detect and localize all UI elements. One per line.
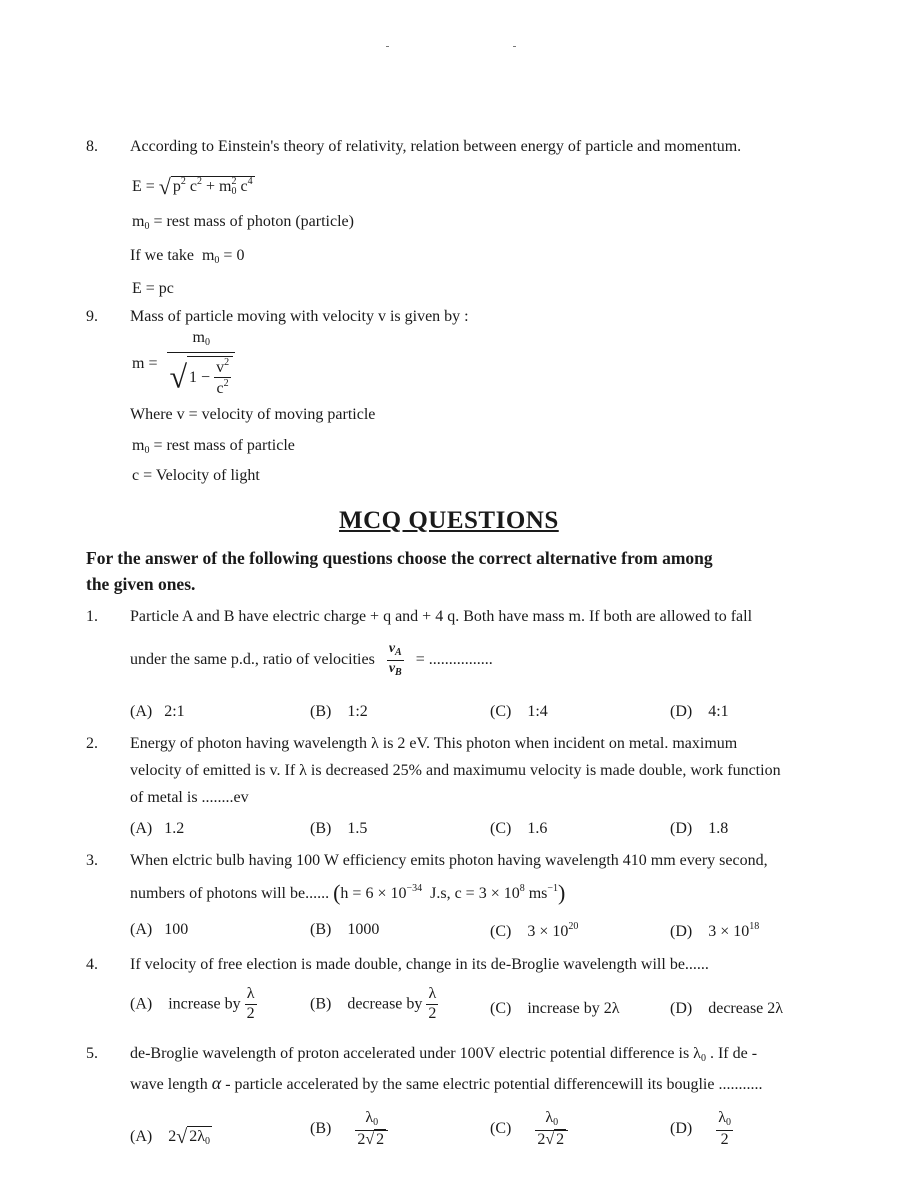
question-2-option-b[interactable]: (B) 1.5 [310,820,368,837]
question-3-line-2: numbers of photons will be...... ($h = 6 \times 10^{-34}$ J.s, $c = 3 \times 10^8$ $ms^{-1}$) [130,880,566,905]
question-1-number: 1. [86,608,98,625]
note-8-text: According to Einstein's theory of relativity, relation between energy of particle and momentum. [130,138,742,155]
question-5-line-2: wave length α - particle accelerated by the same electric potential differencewill its bouglie ........... [130,1073,763,1093]
question-5-option-d[interactable]: (D) $\frac{\lambda_0}{2}$ [670,1109,731,1148]
rest-mass-photon-line: $m_0$ = rest mass of photon (particle) [132,213,354,232]
section-title: MCQ QUESTIONS [339,507,559,534]
question-2-option-d[interactable]: (D) 1.8 [670,820,729,837]
question-4-option-d[interactable]: (D) decrease 2λ [670,1000,784,1017]
where-v-line: Where v = velocity of moving particle [130,406,376,423]
energy-momentum-equation: E = √ $p^2$ $c^2 + m_0^2$ $c^4$ [132,174,253,199]
question-2-line-1: Energy of photon having wavelength λ is 2 eV. This photon when incident on metal. maximum [130,735,738,752]
question-4-option-a[interactable]: (A) increase by $\frac{\lambda}{2}$ [130,985,255,1022]
question-3-option-b[interactable]: (B) 1000 [310,921,380,938]
question-1-option-a[interactable]: (A) 2:1 [130,703,185,720]
question-5-line-1: de-Broglie wavelength of proton accelerated under 100V electric potential difference is $\lambda_0$ . If de - [130,1045,758,1064]
lambda-symbol: λ [370,735,379,752]
instruction-line-1: For the answer of the following questions choose the correct alternative from among [86,548,713,568]
rest-mass-particle-line: $m_0$ = rest mass of particle [132,437,295,456]
question-1-option-c[interactable]: (C) 1:4 [490,703,548,720]
note-9-text: Mass of particle moving with velocity v is given by : [130,308,469,325]
relativistic-mass-equation: m = $m_0$ √ 1 − $\frac{v^2}{c^2}$ [132,330,235,398]
question-1-line-2: under the same p.d., ratio of velocities $\frac{v_A}{v_B}$ = ................ [130,641,493,678]
question-2-line-3: of metal is ........ev [130,789,249,806]
e-equals-pc: E = pc [132,280,174,297]
instruction-line-2: the given ones. [86,574,196,594]
question-2-option-c[interactable]: (C) 1.6 [490,820,548,837]
question-3-option-c[interactable]: (C) $3 \times 10^{20}$ [490,921,579,940]
scan-speck [386,46,389,47]
question-3-option-d[interactable]: (D) $3 \times 10^{18}$ [670,921,760,940]
note-9-number: 9. [86,308,98,325]
lambda-symbol: λ [299,762,307,779]
question-5-option-a[interactable]: (A) 2√ $2\lambda_0$ [130,1126,210,1148]
note-8-number: 8. [86,138,98,155]
question-2-option-a[interactable]: (A) 1.2 [130,820,185,837]
question-3-option-a[interactable]: (A) 100 [130,921,189,938]
question-1-option-b[interactable]: (B) 1:2 [310,703,368,720]
question-2-number: 2. [86,735,98,752]
question-3-number: 3. [86,852,98,869]
question-5-option-b[interactable]: (B) $\frac{\lambda_0}{2√ 2}$ [310,1110,388,1148]
question-1-option-d[interactable]: (D) 4:1 [670,703,729,720]
question-4-number: 4. [86,956,98,973]
if-take-line: If we take $m_0 = 0$ [130,247,245,266]
scan-speck [513,46,516,47]
question-2-line-2: velocity of emitted is v. If λ is decreased 25% and maximumu velocity is made double, work function [130,762,781,779]
question-4-line-1: If velocity of free election is made double, change in its de-Broglie wavelength will be...... [130,956,709,973]
question-3-line-1: When elctric bulb having 100 W efficiency emits photon having wavelength 410 mm every second, [130,852,768,869]
question-5-number: 5. [86,1045,98,1062]
c-velocity-line: c = Velocity of light [132,467,260,484]
question-5-option-c[interactable]: (C) $\frac{\lambda_0}{2√ 2}$ [490,1110,568,1148]
question-4-option-c[interactable]: (C) increase by 2λ [490,1000,620,1017]
question-1-line-1: Particle A and B have electric charge + q and + 4 q. Both have mass m. If both are allowed to fall [130,608,753,625]
question-4-option-b[interactable]: (B) decrease by $\frac{\lambda}{2}$ [310,985,437,1022]
